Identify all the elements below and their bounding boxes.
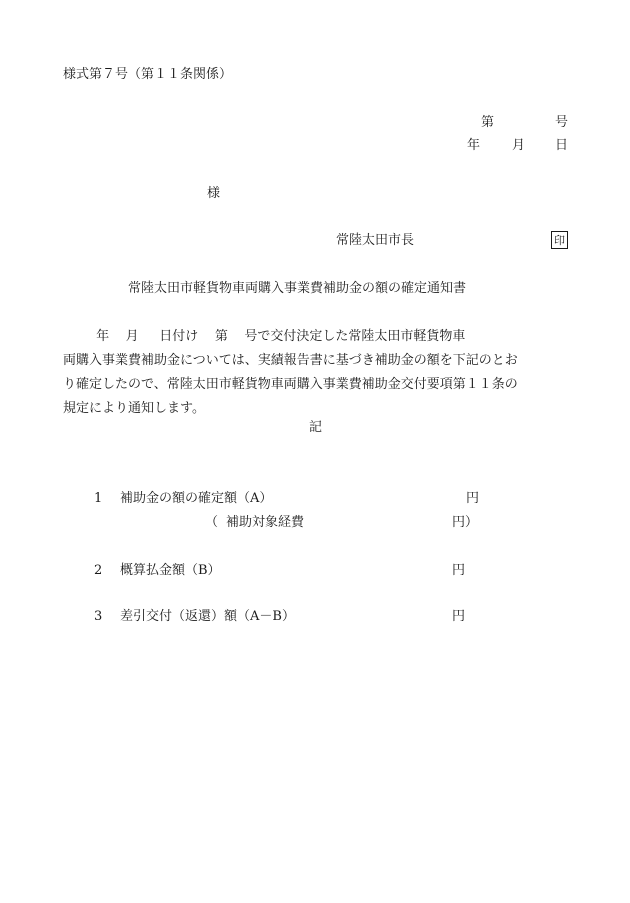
issue-date-month: 月 bbox=[512, 138, 526, 153]
item-1-label: 補助金の額の確定額（A） bbox=[120, 491, 273, 506]
body-line-1 bbox=[63, 325, 579, 349]
item-3-number: 3 bbox=[94, 609, 103, 624]
body-number-dai: 第 bbox=[214, 329, 228, 344]
item-1-unit: 円 bbox=[466, 491, 480, 506]
form-number: 様式第７号（第１１条関係） bbox=[63, 67, 233, 82]
doc-number-dai: 第 bbox=[481, 115, 495, 130]
ki-heading: 記 bbox=[309, 420, 323, 435]
seal-stamp: 印 bbox=[551, 231, 568, 249]
body-month: 月 bbox=[125, 329, 139, 344]
sub-item-open-paren: （ bbox=[205, 515, 219, 530]
item-2-label: 概算払金額（B） bbox=[120, 563, 221, 578]
body-line-1-text: 号で交付決定した常陸太田市軽貨物車 bbox=[244, 329, 466, 344]
item-2-unit: 円 bbox=[452, 563, 466, 578]
body-year: 年 bbox=[96, 329, 110, 344]
sub-item-label: 補助対象経費 bbox=[226, 515, 305, 530]
issuer-name: 常陸太田市長 bbox=[336, 233, 415, 248]
document-title: 常陸太田市軽貨物車両購入事業費補助金の額の確定通知書 bbox=[128, 281, 467, 296]
item-3-label: 差引交付（返還）額（A－B） bbox=[120, 609, 295, 624]
body-paragraph bbox=[63, 325, 579, 421]
issue-date-year: 年 bbox=[467, 138, 481, 153]
body-line-3: り確定したので、常陸太田市軽貨物車両購入事業費補助金交付要項第１１条の bbox=[63, 377, 518, 392]
issue-date-day: 日 bbox=[555, 138, 569, 153]
item-2-number: 2 bbox=[94, 563, 103, 578]
body-line-2: 両購入事業費補助金については、実績報告書に基づき補助金の額を下記のとお bbox=[63, 353, 518, 368]
body-line-4: 規定により通知します。 bbox=[63, 401, 205, 416]
recipient-honorific: 様 bbox=[207, 186, 221, 201]
sub-item-unit: 円） bbox=[452, 515, 479, 530]
item-3-unit: 円 bbox=[452, 609, 466, 624]
body-date-suffix: 日付け bbox=[159, 329, 199, 344]
item-1-number: 1 bbox=[94, 491, 103, 506]
doc-number-go: 号 bbox=[555, 115, 569, 130]
